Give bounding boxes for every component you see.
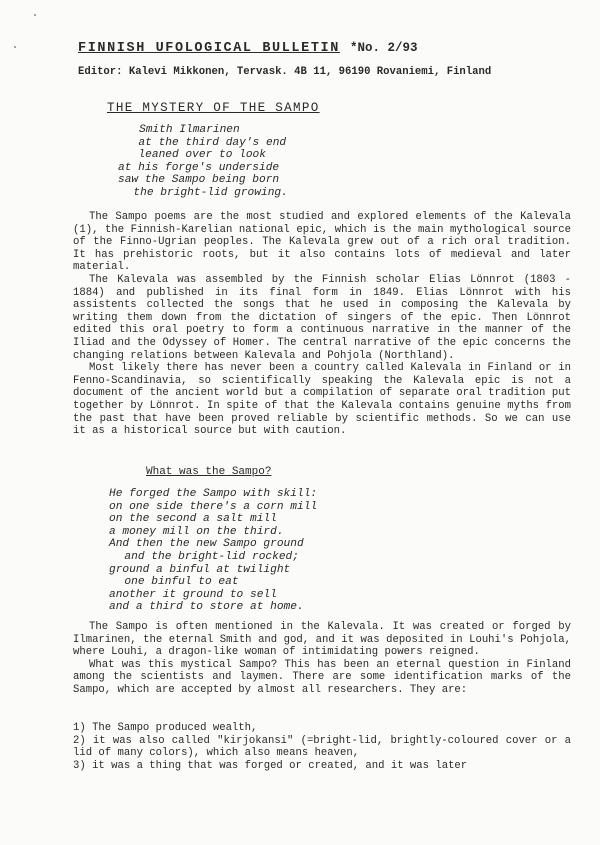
scan-speck [34,14,36,16]
paragraph: What was this mystical Sampo? This has been an eternal question in Finland among the scientists and laymen. There are some identification marks of the Sampo, which are accepted by almost all researchers. They are: [73,658,571,696]
section-heading: What was the Sampo? [146,466,272,478]
paragraph: Most likely there has never been a country called Kalevala in Finland or in Fenno-Scandinavia, so scientifically speaking the Kalevala epic is not a document of the ancient world but a compilation of separate oral tradition put together by Lönnrot. In spite of that the Kalevala contains genuine myths from the past that have been proved reliable by scientific methods. So we can use it as a historical source but with caution. [73,362,571,438]
poem-line: Smith Ilmarinen [139,124,240,136]
article-title: THE MYSTERY OF THE SAMPO [107,101,320,115]
sampo-poem [109,488,317,614]
editor-line: Editor: Kalevi Mikkonen, Tervask. 4B 11, 96190 Rovaniemi, Finland [78,66,492,78]
opening-poem [118,124,288,200]
poem-line: leaned over to look [125,149,266,162]
poem-line: the bright-lid growing. [120,186,288,199]
poem-line: a money mill on the third. [109,525,284,538]
poem-line: one binful to eat [111,576,239,589]
poem-line: and a third to store at home. [109,601,304,614]
identification-list [73,722,571,772]
poem-line: and the bright-lid rocked; [111,550,299,563]
list-item: 2) it was also called "kirjokansi" (=bright-lid, brightly-coloured cover or a lid of many colors), which also means heaven, [73,734,571,760]
poem-line: He forged the Sampo with skill: [109,488,318,500]
poem-line: And then the new Sampo ground [109,538,304,551]
poem-line: at his forge's underside [118,161,280,174]
list-item: 3) it was a thing that was forged or created, and it was later [73,759,468,772]
issue-number: *No. 2/93 [349,41,418,55]
list-item: 1) The Sampo produced wealth, [73,722,258,734]
poem-line: another it ground to sell [109,588,277,601]
sampo-text [73,621,571,697]
poem-line: on one side there's a corn mill [109,500,318,513]
paragraph: The Sampo poems are the most studied and explored elements of the Kalevala (1), the Finnish-Karelian national epic, which is the main mythological source of the Finno-Ugrian peoples. The Kalevala grew out of a rich oral tradition. It has prehistoric roots, but it also contains lots of medieval and later material. [73,211,571,274]
paragraph: The Kalevala was assembled by the Finnish scholar Elias Lönnrot (1803 - 1884) and published in its final form in 1849. Elias Lönnrot with his assistents collected the songs that he used in composing the Kalevala by writing them down from the dictation of singers of the epic. Then Lönnrot edited this oral poetry to form a continuous narrative in the manner of the Iliad and the Odyssey of Homer. The central narrative of the epic concerns the changing relations between Kalevala and Pohjola (Northland). [73,273,571,362]
poem-line: saw the Sampo being born [118,174,280,187]
poem-line: ground a binful at twilight [109,563,291,576]
paragraph: The Sampo is often mentioned in the Kalevala. It was created or forged by Ilmarinen, the eternal Smith and god, and it was deposited in Louhi's Pohjola, where Louhi, a dragon-like woman of intimidating powers reigned. [73,621,571,659]
scan-speck [14,46,16,48]
masthead [78,38,558,56]
intro-text [73,211,571,438]
poem-line: at the third day's end [125,136,287,149]
bulletin-title: FINNISH UFOLOGICAL BULLETIN [78,41,340,56]
poem-line: on the second a salt mill [109,513,277,526]
